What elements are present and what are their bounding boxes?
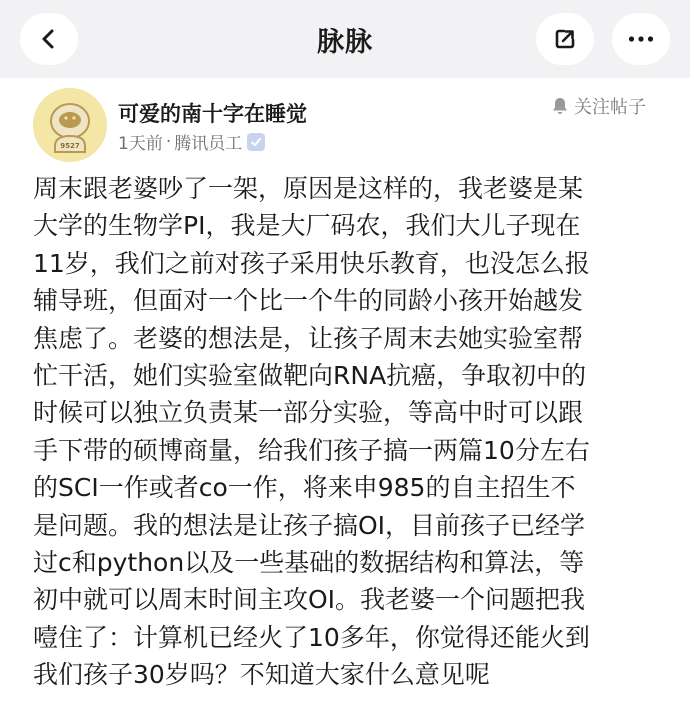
post-line: 是问题。我的想法是让孩子搞OI，目前孩子已经学 <box>33 510 586 540</box>
author-meta <box>118 129 265 154</box>
page-title: 脉脉 <box>317 27 373 58</box>
avatar-label: 9527 <box>60 142 80 150</box>
post-line: 大学的生物学PI，我是大厂码农，我们大儿子现在 <box>33 211 581 241</box>
more-dots-icon <box>628 35 654 43</box>
post-body <box>33 170 659 693</box>
bell-icon <box>550 96 570 116</box>
post-line: 时候可以独立负责某一部分实验，等高中时可以跟 <box>33 398 584 428</box>
author-company: 腾讯员工 <box>174 134 243 154</box>
post-line: 周末跟老婆吵了一架，原因是这样的，我老婆是某 <box>33 174 584 203</box>
share-button[interactable] <box>536 13 594 65</box>
author-name[interactable]: 可爱的南十字在睡觉 <box>118 102 307 126</box>
meta-separator: · <box>165 131 172 152</box>
follow-post-label: 关注帖子 <box>574 97 646 118</box>
astronaut-avatar-image <box>33 88 107 162</box>
top-nav-bar <box>0 0 690 78</box>
follow-post-button[interactable] <box>550 92 646 120</box>
post-line: 初中就可以周末时间主攻OI。我老婆一个问题把我 <box>33 585 586 615</box>
post-line: 焦虑了。老婆的想法是，让孩子周末去她实验室帮 <box>33 323 584 353</box>
avatar[interactable] <box>33 88 107 162</box>
post-line: 11岁，我们之前对孩子采用快乐教育，也没怎么报 <box>33 248 590 278</box>
post-line: 我们孩子30岁吗？不知道大家什么意见呢 <box>33 660 490 690</box>
post-line: 的SCI一作或者co一作，将来申985的自主招生不 <box>33 473 576 503</box>
author-row <box>0 78 690 168</box>
share-out-icon <box>553 27 577 51</box>
post-line: 过c和python以及一些基础的数据结构和算法，等 <box>33 547 585 577</box>
verified-check-icon <box>247 133 265 151</box>
post-line: 辅导班，但面对一个比一个牛的同龄小孩开始越发 <box>33 286 584 316</box>
post-time: 1天前 <box>118 134 163 154</box>
post-line: 噎住了：计算机已经火了10多年，你觉得还能火到 <box>33 622 590 652</box>
post-line: 手下带的硕博商量，给我们孩子搞一两篇10分左右 <box>33 435 590 465</box>
more-button[interactable] <box>612 13 670 65</box>
post-line: 忙干活，她们实验室做靶向RNA抗癌，争取初中的 <box>33 360 587 390</box>
